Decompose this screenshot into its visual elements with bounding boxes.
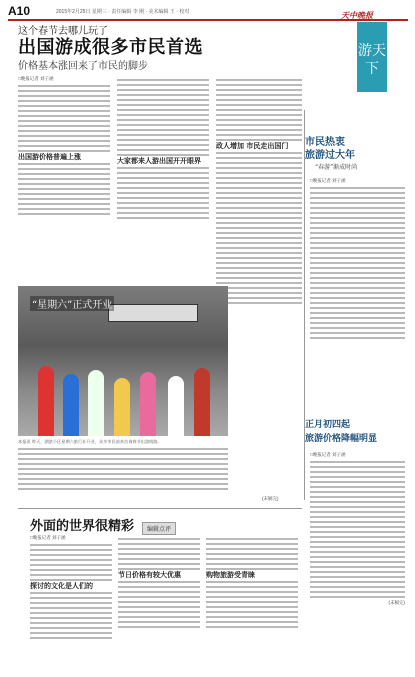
main-subhead: 价格基本涨回来了市民的脚步 xyxy=(18,61,148,72)
storefront-sign xyxy=(108,304,198,322)
newspaper-brand: 天中晚报 xyxy=(341,10,373,20)
person-figure xyxy=(63,374,79,436)
side-byline: □晚报记者 刘子涵 xyxy=(310,178,346,183)
section-logo xyxy=(337,10,409,98)
article-column-1 xyxy=(18,76,110,281)
person-figure xyxy=(114,378,130,436)
section-box: 游天下 xyxy=(357,22,387,92)
side-end-mark: (末稿完) xyxy=(388,600,405,605)
section-title-3: 政人增加 市民走出国门 xyxy=(216,141,289,150)
side-headline xyxy=(305,136,355,162)
article-column-2 xyxy=(117,76,209,281)
person-figure xyxy=(88,370,104,436)
side-headline-2 xyxy=(305,418,377,446)
bottom-column-3 xyxy=(206,535,298,670)
end-mark: (末稿完) xyxy=(262,496,279,501)
caption-text: 本报讯 昨天，湖滨小区星期六旅行社开业，众多市民前来咨询春节出游线路。 xyxy=(18,439,162,444)
article-column-3 xyxy=(216,76,302,426)
bottom-column-2 xyxy=(118,535,200,670)
bottom-sub-1: 探讨的文化是人们的 xyxy=(30,581,93,590)
side-subhead: “春游”渐成时尚 xyxy=(315,164,358,171)
kicker: 这个春节去哪儿玩了 xyxy=(18,26,108,37)
photo-caption xyxy=(18,439,228,492)
bottom-byline: □晚报记者 刘子涵 xyxy=(30,535,66,540)
side-headline-line-1: 市民热衷 xyxy=(305,137,345,148)
byline: □晚报记者 刘子涵 xyxy=(18,76,54,81)
side-headline-2-line-2: 旅游价格降幅明显 xyxy=(305,434,378,444)
side-headline-2-line-1: 正月初四起 xyxy=(305,420,351,430)
page-number: A10 xyxy=(8,4,31,18)
bottom-headline: 外面的世界很精彩 xyxy=(30,519,135,534)
side-article xyxy=(310,178,405,410)
main-headline: 出国游成很多市民首选 xyxy=(18,37,203,58)
editor-note-tag: 编辑点评 xyxy=(142,522,176,535)
date-line: 2015年2月25日 星期三 · 责任编辑 李 刚 · 美术编辑 王 · 校对 xyxy=(56,9,190,15)
person-figure xyxy=(38,366,54,436)
section-title-2: 大家都来人游出国开开眼界 xyxy=(117,156,201,165)
person-figure xyxy=(194,368,210,436)
bottom-sub-2: 节日价格有较大优惠 xyxy=(118,570,181,579)
person-figure xyxy=(140,372,156,436)
bottom-sub-3: 购物旅游受青睐 xyxy=(206,570,255,579)
side-article-2 xyxy=(310,452,405,662)
side-headline-line-2: 旅游过大年 xyxy=(305,150,355,161)
side-byline-2: □晚报记者 刘子涵 xyxy=(310,452,346,457)
section-title-1: 出国游价格普遍上涨 xyxy=(18,152,81,161)
horizontal-rule xyxy=(18,508,302,509)
bottom-column-1 xyxy=(30,535,112,670)
person-figure xyxy=(168,376,184,436)
photo-label: “星期六”正式开业 xyxy=(30,296,114,311)
